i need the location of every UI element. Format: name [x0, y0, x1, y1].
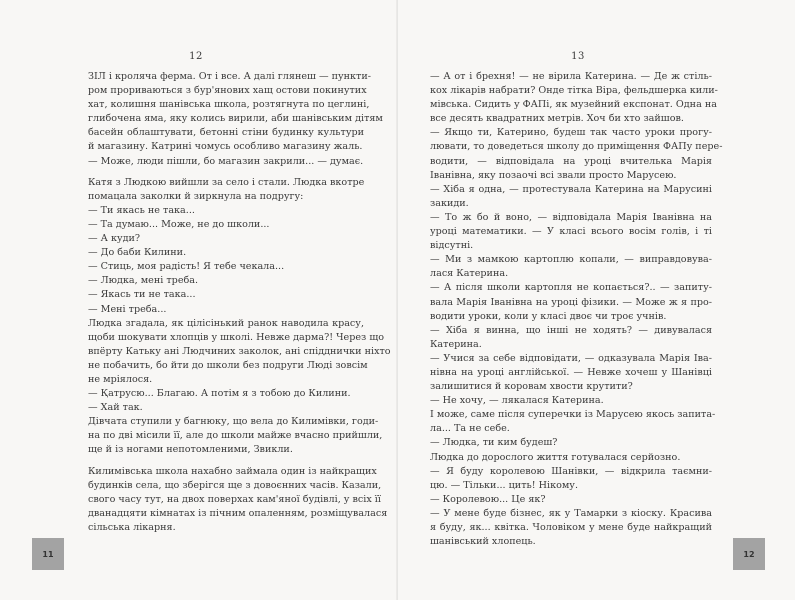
text-line: — А куди? — [88, 233, 141, 245]
left-page-body-text — [88, 70, 391, 535]
text-line: лася Катерина. — [430, 268, 509, 280]
text-line: басейн облаштувати, бетонні стіни будинку культури — [88, 127, 364, 139]
text-line: Людка до дорослого життя готувалася серйозно. — [430, 451, 681, 463]
text-line: ром прориваються з бур'янових хащ остови покинутих — [88, 85, 367, 97]
text-line: шанівський хлопець. — [430, 536, 536, 548]
text-line: — Хай так. — [88, 402, 143, 414]
text-line: водити уроки, коли у класі двоє чи троє учнів. — [430, 310, 667, 322]
text-line: — Королевою... Це як? — [430, 493, 546, 505]
text-line: я буду, як... квітка. Чоловіком у мене буде найкращий — [430, 522, 712, 533]
text-line: — Людка, ти ким будеш? — [430, 437, 558, 449]
text-line: лювати, то доведеться школу до приміщення ФАПу пере- — [430, 141, 723, 153]
text-line: — Людка, мені треба. — [88, 275, 199, 287]
text-line: залишитися й коровам хвости крутити? — [430, 381, 633, 393]
text-line: — Хіба я винна, що інші не ходять? — дивувалася — [430, 324, 712, 336]
right-page — [398, 0, 795, 600]
text-line: — Якщо ти, Катерино, будеш так часто уроки прогу- — [430, 127, 712, 139]
text-line: — А після школи картопля не копається?.. — запиту- — [430, 282, 712, 294]
text-line: ла... Та не себе. — [430, 423, 510, 435]
text-line: відсутні. — [430, 240, 474, 252]
text-line: уроці математики. — У класі всього восім голів, і ті — [430, 226, 712, 238]
text-line: Катерина. — [430, 338, 482, 350]
text-line: хат, колишня шанівська школа, розтягнута по цеглині, — [88, 99, 370, 111]
text-line: щоби шокувати хлопців у школі. Невже дарма?! Через що — [88, 331, 385, 343]
text-line: впёрту Катьку ані Людчиних заколок, ані спідднички ніхто — [88, 345, 391, 357]
text-line: — До баби Килини. — [88, 247, 187, 259]
text-line: помацала заколки й зиркнула на подругу: — [88, 190, 304, 202]
left-page-footer-number: 11 — [32, 538, 64, 570]
text-line: Дівчата ступили у багнюку, що вела до Килимівки, годи- — [88, 416, 379, 428]
text-line: — У мене буде бізнес, як у Тамарки з кіоску. Красива — [430, 507, 712, 519]
text-line: І може, саме після суперечки із Марусею якось запита- — [430, 409, 716, 421]
text-line: цю. — Тільки... цить! Нікому. — [430, 479, 579, 491]
text-line: не мріялося. — [88, 373, 153, 385]
text-line: Катя з Людкою вийшли за село і стали. Людка вкотре — [88, 176, 365, 188]
text-line: кох лікарів набрати? Онде тітка Віра, фельдшерка кили- — [430, 85, 718, 97]
text-line: — Стиць, моя радість! Я тебе чекала... — [88, 261, 285, 273]
text-line: — Мені треба... — [88, 303, 167, 315]
text-line: на по дві місили її, але до школи майже вчасно прийшли, — [88, 430, 383, 442]
right-page-footer-number: 12 — [733, 538, 765, 570]
text-line: й магазину. Катрині чомусь особливо магазину жаль. — [88, 141, 363, 153]
text-line: Килимівська школа нахабно займала один із найкращих — [88, 465, 377, 477]
right-page-body-text — [430, 70, 723, 549]
text-line: сільська лікарня. — [88, 521, 176, 533]
text-line: вала Марія Іванівна на уроці фізики. — Може ж я про- — [430, 296, 712, 308]
text-line: — Не хочу, — лякалася Катерина. — [430, 395, 604, 407]
text-line: ЗІЛ і кроляча ферма. От і все. А далі глянеш — пункти- — [88, 71, 371, 82]
text-line: — А от і брехня! — не вірила Катерина. — Де ж стіль- — [430, 71, 712, 82]
text-line: мівська. Сидить у ФАПі, як музейний експонат. Одна на — [430, 99, 717, 111]
left-page-header-number: 12 — [189, 51, 203, 62]
text-line: все десять квадратних метрів. Хоч би хто зайшов. — [430, 113, 684, 125]
text-line: — Я буду королевою Шанівки, — відкрила таємни- — [430, 465, 712, 477]
text-line: нівна на уроці англійської. — Невже хочеш у Шанівці — [430, 366, 712, 378]
text-line: — Хіба я одна, — протестувала Катерина на Марусині — [430, 183, 712, 195]
left-page — [0, 0, 397, 600]
text-line: глибочена яма, яку колись вирили, аби шанівським дітям — [88, 113, 383, 125]
text-line: будинків села, що зберігся ще з довоєнних часів. Казали, — [88, 479, 382, 491]
text-line: Людка згадала, як цілісінький ранок наводила красу, — [88, 317, 364, 329]
text-line: — То ж бо й воно, — відповідала Марія Іванівна на — [430, 211, 712, 223]
text-line: ще й із ногами непотомленими, Звикли. — [88, 444, 293, 456]
text-line: не побачить, бо йти до школи без подруги Люді зовсім — [88, 359, 368, 371]
text-line: — Може, люди пішли, бо магазин закрили... — думає. — [88, 155, 364, 167]
text-line: — Та думаю... Може, не до школи... — [88, 218, 270, 230]
text-line: — Ти якась не така... — [88, 204, 195, 216]
text-line: — Қатрусю... Благаю. А потім я з тобою до Килини. — [88, 388, 351, 400]
text-line: — Якась ти не така... — [88, 289, 196, 301]
text-line: — Учися за себе відповідати, — одказувала Марія Іва- — [430, 352, 712, 364]
text-line: — Ми з мамкою картоплю копали, — виправдовува- — [430, 254, 712, 266]
text-line: водити, — відповідала на уроці вчителька Марія — [430, 155, 712, 167]
text-line: дванадцяти кімнатах із пічним опаленням, розміщувалася — [88, 507, 388, 519]
text-line: закиди. — [430, 197, 469, 209]
right-page-header-number: 13 — [571, 51, 585, 62]
text-line: Іванівна, яку позаочі всі звали просто Марусею. — [430, 169, 677, 181]
text-line: свого часу тут, на двох поверхах кам'яної будівлі, у всіх її — [88, 493, 381, 505]
